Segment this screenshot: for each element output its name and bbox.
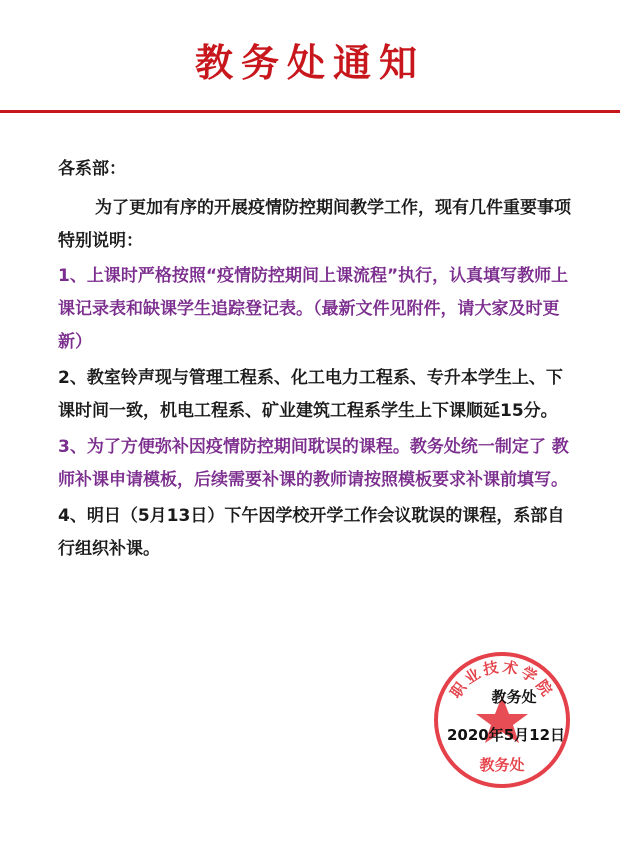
notice-item-3: 3、为了方便弥补因疫情防控期间耽误的课程。教务处统一制定了 教师补课申请模板，后续需要补课的教师请按照模板要求补课前填写。 (58, 437, 569, 490)
seal-center-text: 教务处 (479, 756, 525, 774)
svg-text:职业技术学院: 职业技术学院 (446, 657, 558, 702)
notice-item-1: 1、上课时严格按照“疫情防控期间上课流程”执行，认真填写教师上课记录表和缺课学生追踪登记表。（最新文件见附件，请大家及时更新） (58, 266, 569, 352)
notice-body (58, 153, 578, 569)
notice-title: 教务处通知 (194, 40, 425, 85)
signature-office: 教务处 (491, 688, 537, 706)
official-seal (432, 650, 572, 790)
title-divider (0, 110, 620, 113)
salutation: 各系部： (58, 159, 126, 179)
notice-item-4: 4、明日（5月13日）下午因学校开学工作会议耽误的课程，系部自行组织补课。 (58, 506, 565, 559)
intro-paragraph: 为了更加有序的开展疫情防控期间教学工作，现有几件重要事项特别说明： (58, 198, 571, 251)
signature-date: 2020年5月12日 (446, 726, 566, 744)
notice-item-2: 2、教室铃声现与管理工程系、化工电力工程系、专升本学生上、下课时间一致，机电工程系、矿业建筑工程系学生上下课顺延15分。 (58, 368, 563, 421)
